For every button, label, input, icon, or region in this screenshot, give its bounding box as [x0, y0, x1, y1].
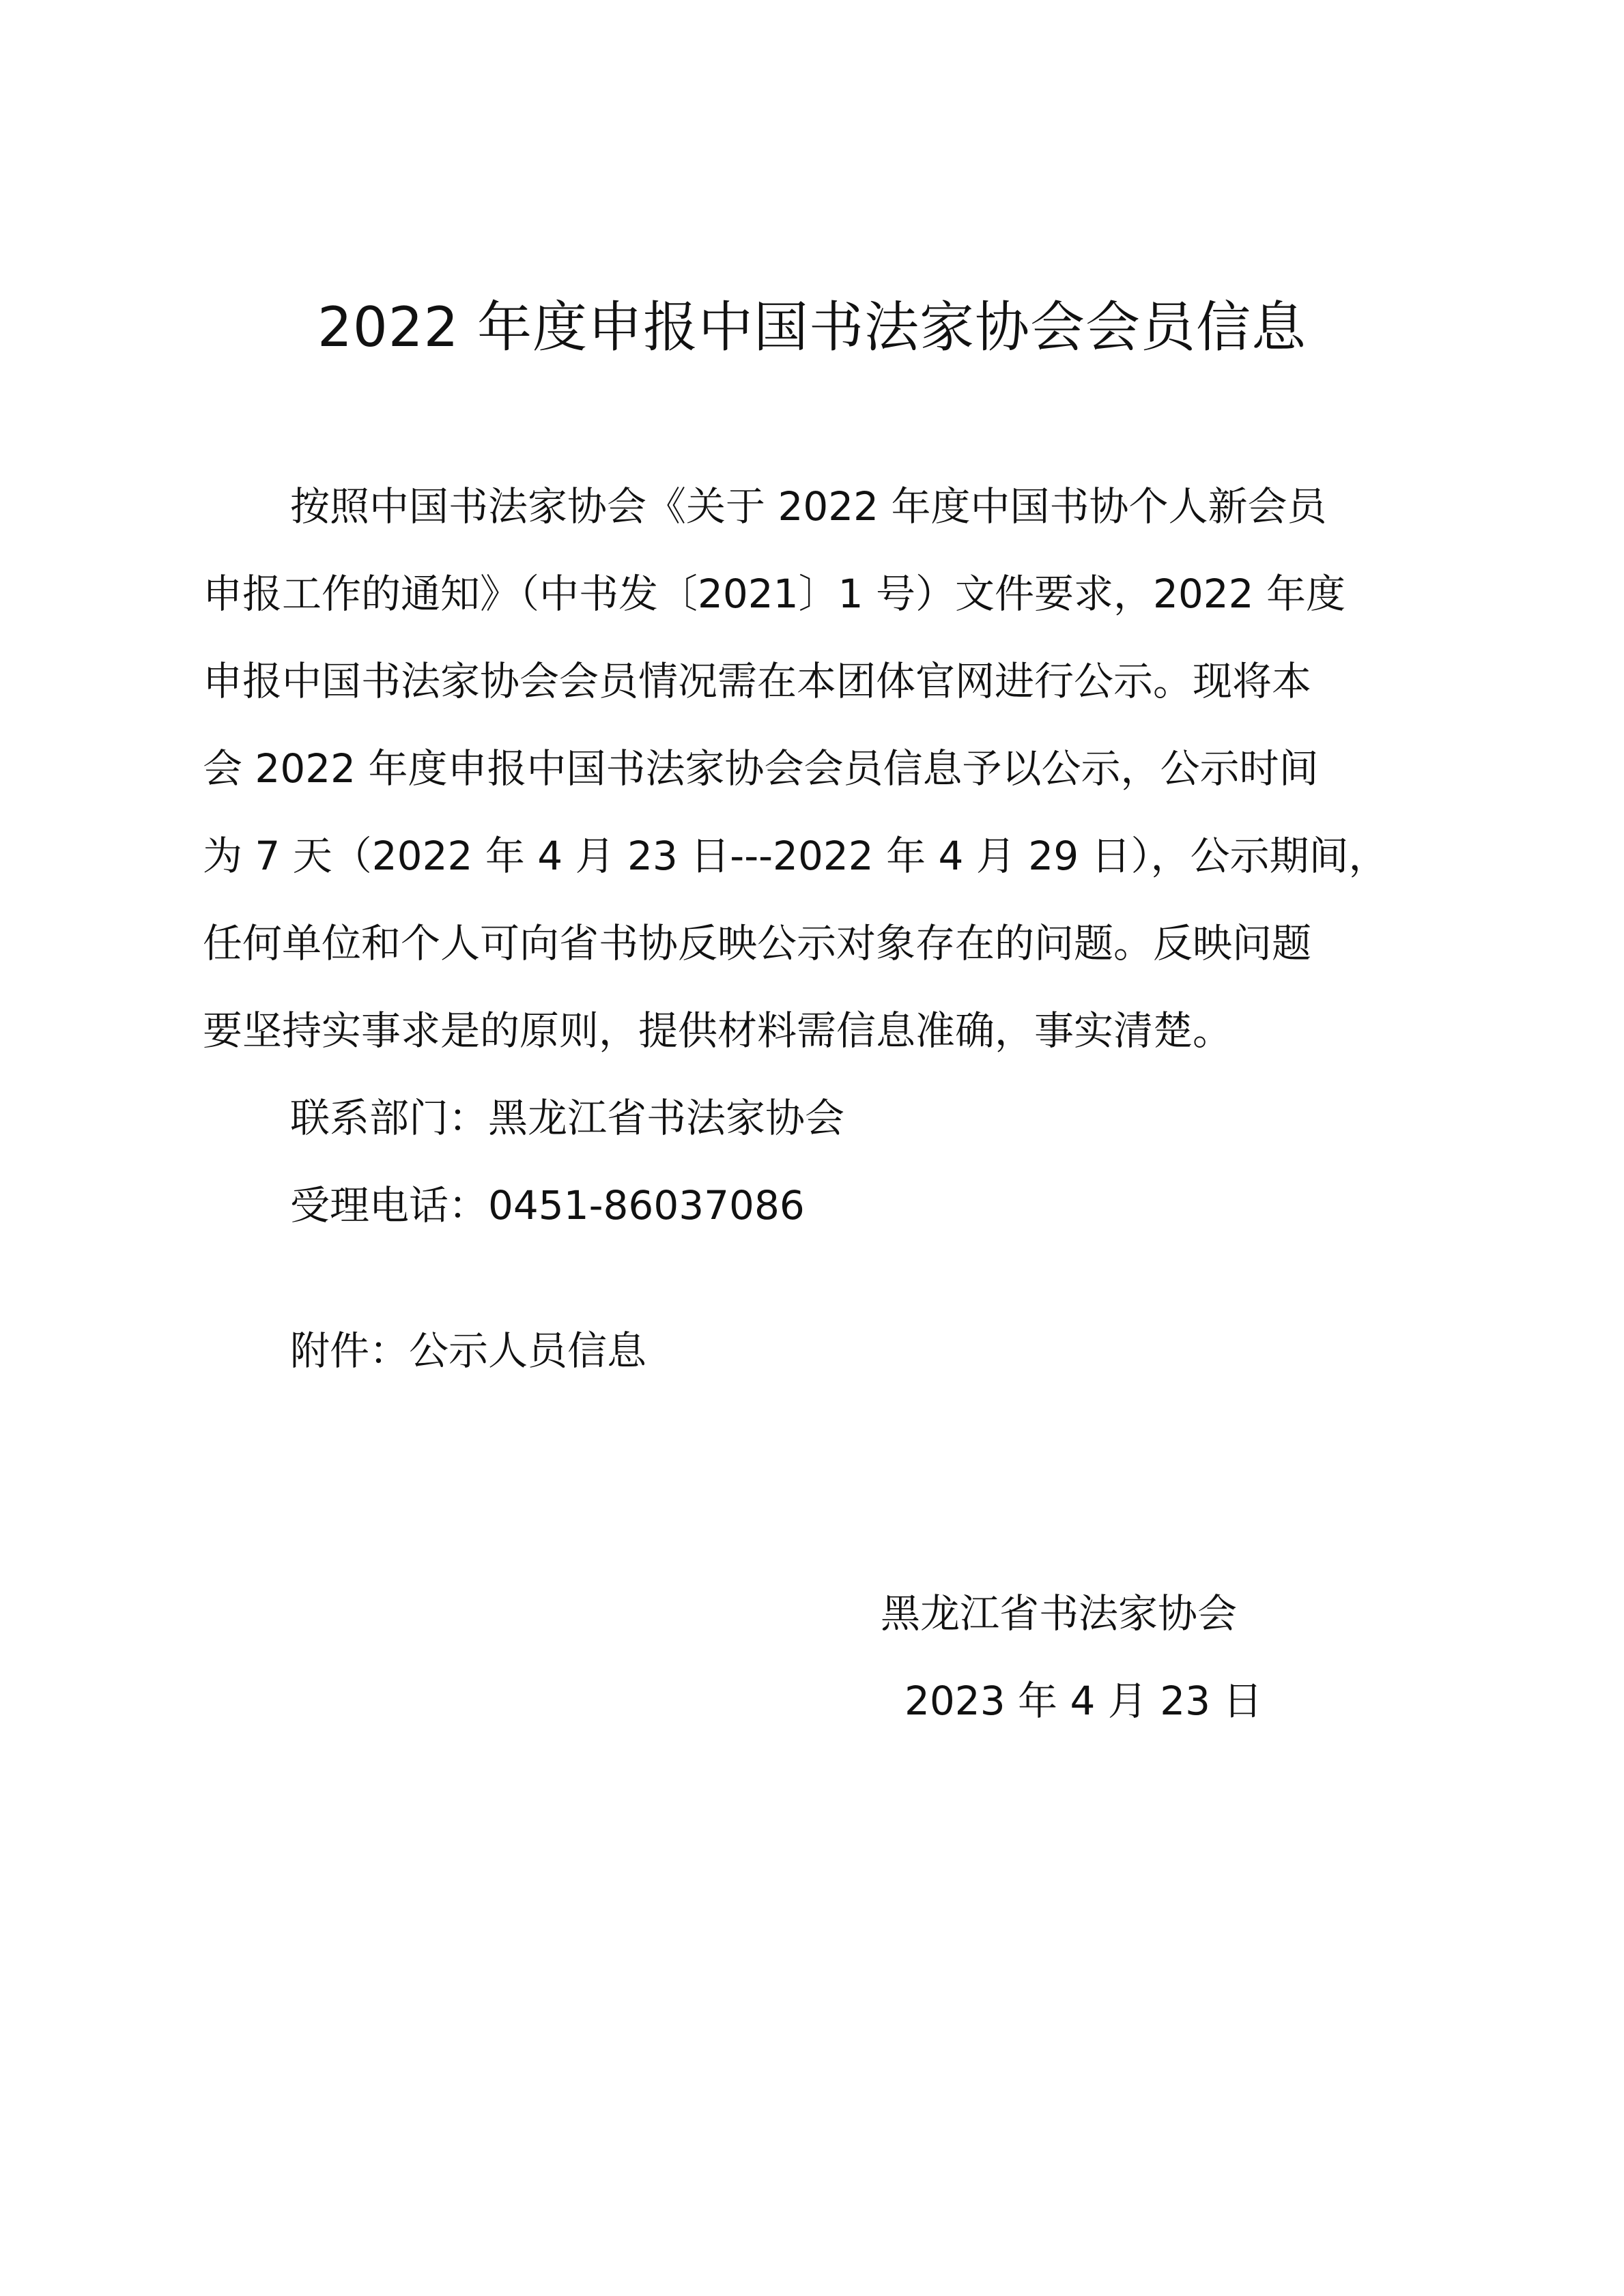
- contact-department: 联系部门：黑龙江省书法家协会: [290, 1095, 845, 1141]
- paragraph-line-5: 为 7 天（2022 年 4 月 23 日---2022 年 4 月 29 日），公示期间，: [203, 833, 1388, 879]
- paragraph-line-4: 会 2022 年度申报中国书法家协会会员信息予以公示，公示时间: [203, 745, 1319, 792]
- paragraph-line-7: 要坚持实事求是的原则，提供材料需信息准确，事实清楚。: [203, 1007, 1233, 1054]
- paragraph-line-6: 任何单位和个人可向省书协反映公示对象存在的问题。反映问题: [203, 920, 1312, 966]
- contact-phone: 受理电话：0451-86037086: [290, 1182, 805, 1229]
- signature-block: [881, 1570, 1263, 1745]
- attachment-note: 附件：公示人员信息: [290, 1328, 647, 1374]
- signature-date: 2023 年 4 月 23 日: [904, 1678, 1263, 1724]
- signature-organization: 黑龙江省书法家协会: [881, 1590, 1238, 1637]
- paragraph-line-2: 申报工作的通知》（中书发〔2021〕1 号）文件要求，2022 年度: [203, 571, 1345, 617]
- paragraph-line-1: 按照中国书法家协会《关于 2022 年度中国书协个人新会员: [290, 483, 1327, 530]
- paragraph-line-3: 申报中国书法家协会会员情况需在本团体官网进行公示。现将本: [203, 658, 1312, 704]
- announcement-body: [203, 463, 1431, 1249]
- document-title: 2022 年度申报中国书法家协会会员信息: [317, 296, 1307, 359]
